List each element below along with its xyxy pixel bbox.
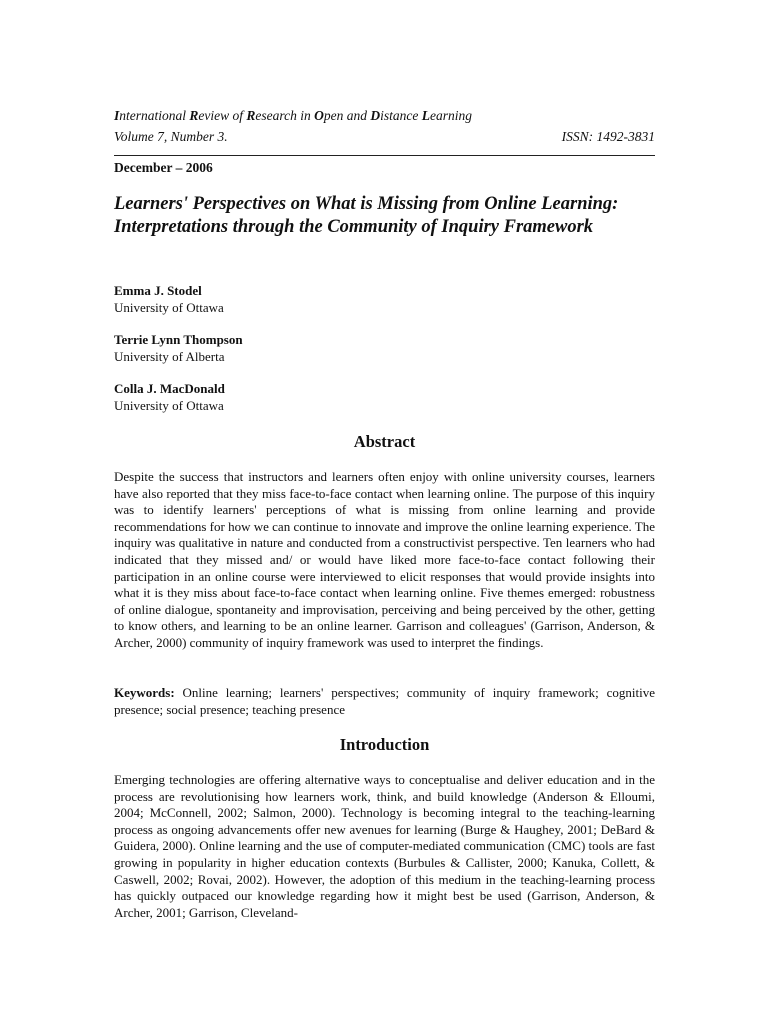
introduction-text: Emerging technologies are offering alternative ways to conceptualise and deliver education and in the process are revolutionising how learners work, think, and build knowledge (Anderson & Elloumi, 2004; McConnell, 2002; Salmon, 2000). Technology is becoming integral to the teaching-learning process as ongoing advancements offer new avenues for learning (Burge & Haughey, 2001; DeBard & Guidera, 2000). Online learning and the use of computer-mediated communication (CMC) tools are fast growing in popularity in higher education contexts (Burbules & Callister, 2000; Kanuka, Collett, & Caswell, 2002; Rovai, 2002). However, the adoption of this medium in the teaching-learning process has quickly outpaced our knowledge regarding how it might best be used (Garrison, Anderson, & Archer, 2001; Garrison, Cleveland- xyxy=(114,772,655,920)
journal-name-part: Open and xyxy=(314,108,371,123)
author-name: Colla J. MacDonald xyxy=(114,381,225,396)
author-block xyxy=(114,282,224,316)
author-name: Terrie Lynn Thompson xyxy=(114,332,243,347)
author-affiliation: University of Ottawa xyxy=(114,398,224,413)
journal-name-part: Distance xyxy=(370,108,422,123)
journal-name-part: International xyxy=(114,108,190,123)
keywords xyxy=(114,685,655,718)
journal-name-part: Learning xyxy=(421,108,473,123)
journal-name-part: Research in xyxy=(246,108,315,123)
issn: ISSN: 1492-3831 xyxy=(561,129,655,144)
header-divider xyxy=(114,155,655,156)
author-name: Emma J. Stodel xyxy=(114,283,202,298)
introduction-heading: Introduction xyxy=(339,735,430,754)
paper-title: Learners' Perspectives on What is Missing from Online Learning: Interpretations through the Community of Inquiry Framework xyxy=(114,194,619,237)
author-block xyxy=(114,331,243,365)
abstract-heading: Abstract xyxy=(353,432,416,451)
author-block xyxy=(114,380,225,414)
author-affiliation: University of Alberta xyxy=(114,349,225,364)
author-affiliation: University of Ottawa xyxy=(114,300,224,315)
journal-name-part: Review of xyxy=(189,108,247,123)
keywords-text: Online learning; learners' perspectives; community of inquiry framework; cognitive presence; social presence; teaching presence xyxy=(114,685,655,717)
abstract-text: Despite the success that instructors and learners often enjoy with online university courses, learners have also reported that they miss face-to-face contact when learning online. The purpose of this inquiry was to identify learners' perceptions of what is missing from online learning and provide recommendations for how we can continue to innovate and improve the online learning experience. The inquiry was qualitative in nature and conducted from a constructivist perspective. Ten learners who had indicated that they missed and/ or would have liked more face-to-face contact following their participation in an online course were interviewed to elicit responses that would provide insights into what it is they miss about face-to-face contact when learning online. Five themes emerged: robustness of online dialogue, spontaneity and improvisation, perceiving and being perceived by the other, getting to know others, and learning to be an online learner. Garrison and colleagues' (Garrison, Anderson, & Archer, 2000) community of inquiry framework was used to interpret the findings. xyxy=(114,469,655,650)
volume-number: Volume 7, Number 3. xyxy=(114,129,228,144)
keywords-label: Keywords: xyxy=(114,685,175,700)
volume-issn-line xyxy=(114,129,655,145)
issue-date: December – 2006 xyxy=(114,160,213,175)
journal-name xyxy=(114,108,472,124)
